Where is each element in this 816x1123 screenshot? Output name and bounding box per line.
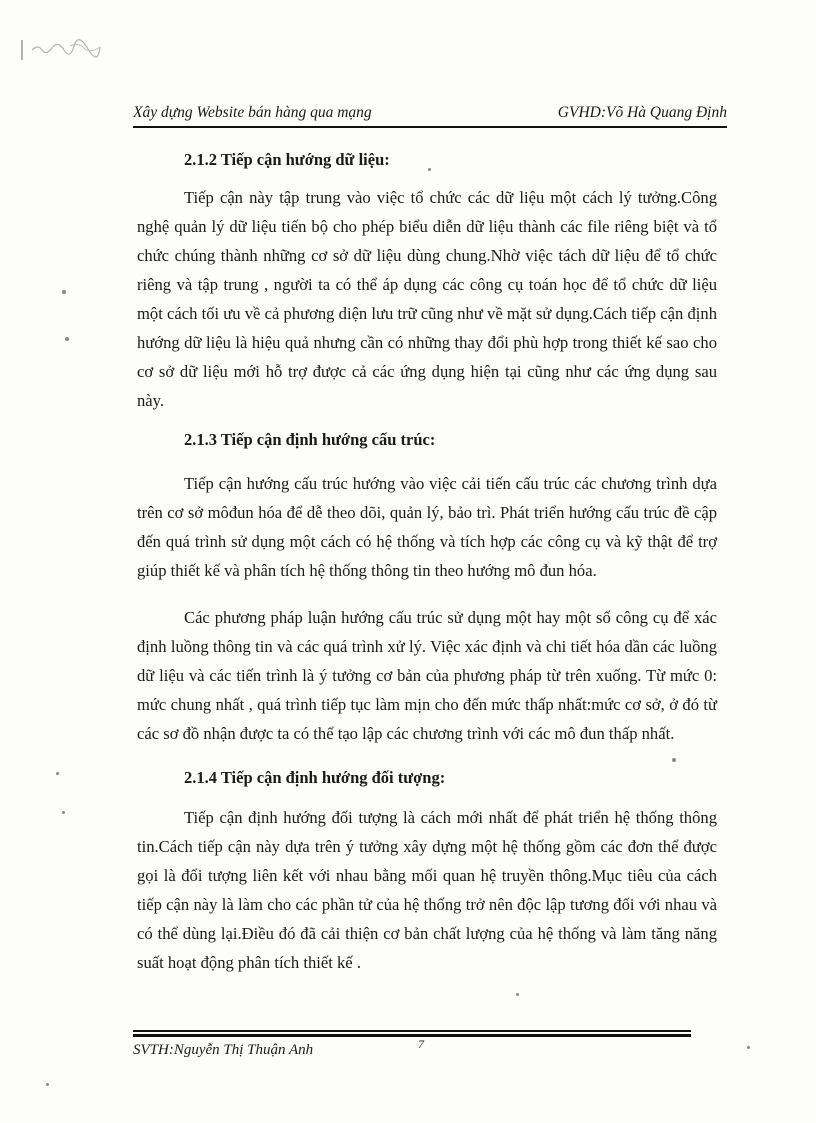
- header-divider: [133, 126, 727, 128]
- page-number: 7: [418, 1037, 424, 1051]
- paragraph: Tiếp cận này tập trung vào việc tổ chức các dữ liệu một cách lý tưởng.Công nghệ quản lý dữ liệu tiến bộ cho phép biểu diễn dữ liệu thành các file riêng biệt và tổ chức chúng thành những cơ sở dữ liệu dùng chung.Nhờ việc tách dữ liệu để tổ chức riêng và tập trung , người ta có thể áp dụng các công cụ toán học để tổ chức dữ liệu một cách tối ưu về cả phương diện lưu trữ cũng như về mặt sử dụng.Cách tiếp cận định hướng dữ liệu là hiệu quả nhưng cần có những thay đổi phù hợp trong thiết kế sao cho cơ sở dữ liệu mới hỗ trợ được cả các ứng dụng hiện tại cũng như các ứng dụng sau này.: [137, 188, 717, 410]
- section-heading: 2.1.2 Tiếp cận hướng dữ liệu:: [184, 150, 390, 169]
- page-header: [133, 100, 727, 126]
- scan-mark-scribble: [20, 36, 130, 62]
- section-heading: 2.1.3 Tiếp cận định hướng cấu trúc:: [184, 430, 436, 449]
- scan-speck: [65, 337, 69, 341]
- scan-speck: [46, 1083, 49, 1086]
- header-title: Xây dựng Website bán hàng qua mạng: [133, 104, 372, 121]
- scan-speck: [62, 290, 66, 294]
- document-body: [137, 150, 717, 977]
- scan-speck: [747, 1046, 750, 1049]
- paragraph: Tiếp cận định hướng đối tượng là cách mới nhất để phát triển hệ thống thông tin.Cách tiếp cận này dựa trên ý tưởng xây dựng một hệ thống gồm các đơn thể được gọi là đối tượng liên kết với nhau bằng mối quan hệ truyền thông.Mục tiêu của cách tiếp cận này là làm cho các phần tử của hệ thống trở nên độc lập tương đối với nhau và có thể dùng lại.Điều đó đã cải thiện cơ bản chất lượng của hệ thống và làm tăng năng suất hoạt động phân tích thiết kế .: [137, 808, 717, 972]
- scan-speck: [516, 993, 519, 996]
- header-advisor: GVHD:Võ Hà Quang Định: [557, 104, 727, 121]
- scan-speck: [56, 772, 59, 775]
- paragraph: Tiếp cận hướng cấu trúc hướng vào việc cải tiến cấu trúc các chương trình dựa trên cơ sở môđun hóa để dễ theo dõi, quản lý, bảo trì. Phát triển hướng cấu trúc đề cập đến quá trình sử dụng một cách có hệ thống và tích hợp các công cụ và kỹ thật để trợ giúp thiết kế và phân tích hệ thống thông tin theo hướng mô đun hóa.: [137, 474, 717, 580]
- section-heading: 2.1.4 Tiếp cận định hướng đối tượng:: [184, 768, 446, 787]
- paragraph: Các phương pháp luận hướng cấu trúc sử dụng một hay một số công cụ để xác định luồng thông tin và các quá trình xử lý. Việc xác định và chi tiết hóa dần các luồng dữ liệu và các tiến trình là ý tưởng cơ bản của phương pháp từ trên xuống. Từ mức 0: mức chung nhất , quá trình tiếp tục làm mịn cho đến mức thấp nhất:mức cơ sở, ở đó từ các sơ đồ nhận được ta có thể tạo lập các chương trình với các mô đun thấp nhất.: [137, 608, 717, 743]
- footer-divider: [133, 1030, 691, 1032]
- footer-divider-thick: [133, 1034, 691, 1037]
- scan-speck: [62, 811, 65, 814]
- footer-student: SVTH:Nguyễn Thị Thuận Anh: [133, 1042, 314, 1058]
